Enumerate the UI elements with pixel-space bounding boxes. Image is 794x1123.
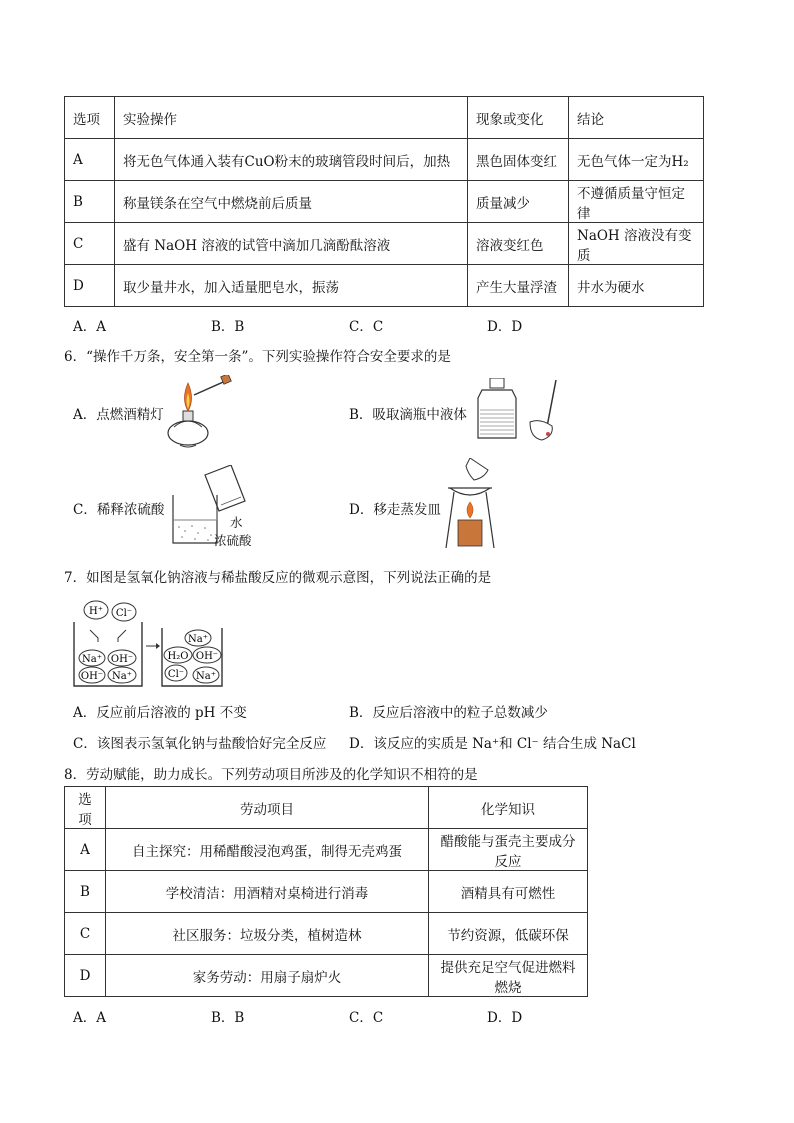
table-cell: 黑色固体变红 [468,139,569,181]
table-cell: D [65,955,106,997]
evaporating-dish-illustration [440,458,500,550]
table-row [65,829,588,871]
table-cell: 家务劳动：用扇子扇炉火 [106,955,429,997]
table-row [65,223,704,265]
q8-option-c[interactable]: C．C [349,1010,384,1026]
q6-option-b[interactable]: B．吸取滴瓶中液体 [349,407,467,423]
ion-na: Na⁺ [82,654,102,665]
table-cell: 无色气体一定为H₂ [569,139,704,181]
ion-na: Na⁺ [188,634,208,645]
q8-option-b[interactable]: B．B [211,1010,245,1026]
q8-option-d[interactable]: D．D [487,1010,523,1026]
table-cell: C [65,223,115,265]
header-cell: 实验操作 [115,97,468,139]
q8-table [64,786,588,997]
q8-option-a[interactable]: A．A [73,1010,106,1026]
q6-stem: 6．“操作千万条，安全第一条”。下列实验操作符合安全要求的是 [64,349,451,365]
table-cell: 盛有 NaOH 溶液的试管中滴加几滴酚酞溶液 [115,223,468,265]
q6-option-c[interactable]: C．稀释浓硫酸 [73,502,165,518]
acid-label: 浓硫酸 [214,533,252,548]
q6-option-a[interactable]: A．点燃酒精灯 [73,407,164,423]
table-cell: 将无色气体通入装有CuO粉末的玻璃管段时间后，加热 [115,139,468,181]
table-cell: D [65,265,115,307]
table-cell: 提供充足空气促进燃料燃烧 [429,955,588,997]
table-cell: 质量减少 [468,181,569,223]
table-row [65,139,704,181]
q7-stem: 7．如图是氢氧化钠溶液与稀盐酸反应的微观示意图，下列说法正确的是 [64,570,492,586]
table-cell: 溶液变红色 [468,223,569,265]
table-header-row [65,97,704,139]
header-cell: 劳动项目 [106,787,429,829]
q7-option-c[interactable]: C．该图表示氢氧化钠与盐酸恰好完全反应 [73,736,327,752]
q5-table [64,96,704,307]
ion-cl: Cl⁻ [115,608,133,619]
q5-option-d[interactable]: D．D [487,319,523,335]
table-cell: 社区服务：垃圾分类，植树造林 [106,913,429,955]
table-cell: A [65,829,106,871]
table-cell: 取少量井水，加入适量肥皂水，振荡 [115,265,468,307]
alcohol-lamp-illustration [160,375,235,450]
table-cell: 醋酸能与蛋壳主要成分反应 [429,829,588,871]
dropper-bottle-illustration [468,378,568,448]
table-cell: 学校清洁：用酒精对桌椅进行消毒 [106,871,429,913]
header-cell: 结论 [569,97,704,139]
table-row [65,265,704,307]
table-cell: B [65,871,106,913]
table-row [65,955,588,997]
q6-option-d[interactable]: D．移走蒸发皿 [349,502,441,518]
table-cell: 称量镁条在空气中燃烧前后质量 [115,181,468,223]
table-cell: B [65,181,115,223]
ion-oh: OH⁻ [80,671,104,682]
table-cell: A [65,139,115,181]
table-cell: 不遵循质量守恒定律 [569,181,704,223]
ion-oh: OH⁻ [110,654,134,665]
q5-option-a[interactable]: A．A [73,319,106,335]
table-cell: 自主探究：用稀醋酸浸泡鸡蛋，制得无壳鸡蛋 [106,829,429,871]
table-cell: 酒精具有可燃性 [429,871,588,913]
header-cell: 选项 [65,787,106,829]
q7-option-b[interactable]: B．反应后溶液中的粒子总数减少 [349,705,548,721]
ion-oh: OH⁻ [195,651,219,662]
molecule-h2o: H₂O [167,651,189,662]
water-label: 水 [230,515,243,530]
table-row [65,871,588,913]
ion-h: H⁺ [89,606,103,617]
header-cell: 选项 [65,97,115,139]
ion-na: Na⁺ [112,671,132,682]
q5-option-b[interactable]: B．B [211,319,245,335]
table-cell: 产生大量浮渣 [468,265,569,307]
table-row [65,913,588,955]
header-cell: 现象或变化 [468,97,569,139]
q5-option-c[interactable]: C．C [349,319,384,335]
ion-cl: Cl⁻ [167,669,185,680]
q8-stem: 8．劳动赋能，助力成长。下列劳动项目所涉及的化学知识不相符的是 [64,767,478,783]
table-cell: 井水为硬水 [569,265,704,307]
reaction-micro-diagram [70,598,230,690]
ion-na: Na⁺ [196,671,216,682]
q7-option-a[interactable]: A．反应前后溶液的 pH 不变 [73,705,247,721]
table-cell: NaOH 溶液没有变质 [569,223,704,265]
table-cell: C [65,913,106,955]
q7-option-d[interactable]: D．该反应的实质是 Na⁺和 Cl⁻ 结合生成 NaCl [349,736,636,752]
table-cell: 节约资源，低碳环保 [429,913,588,955]
header-cell: 化学知识 [429,787,588,829]
table-header-row [65,787,588,829]
table-row [65,181,704,223]
